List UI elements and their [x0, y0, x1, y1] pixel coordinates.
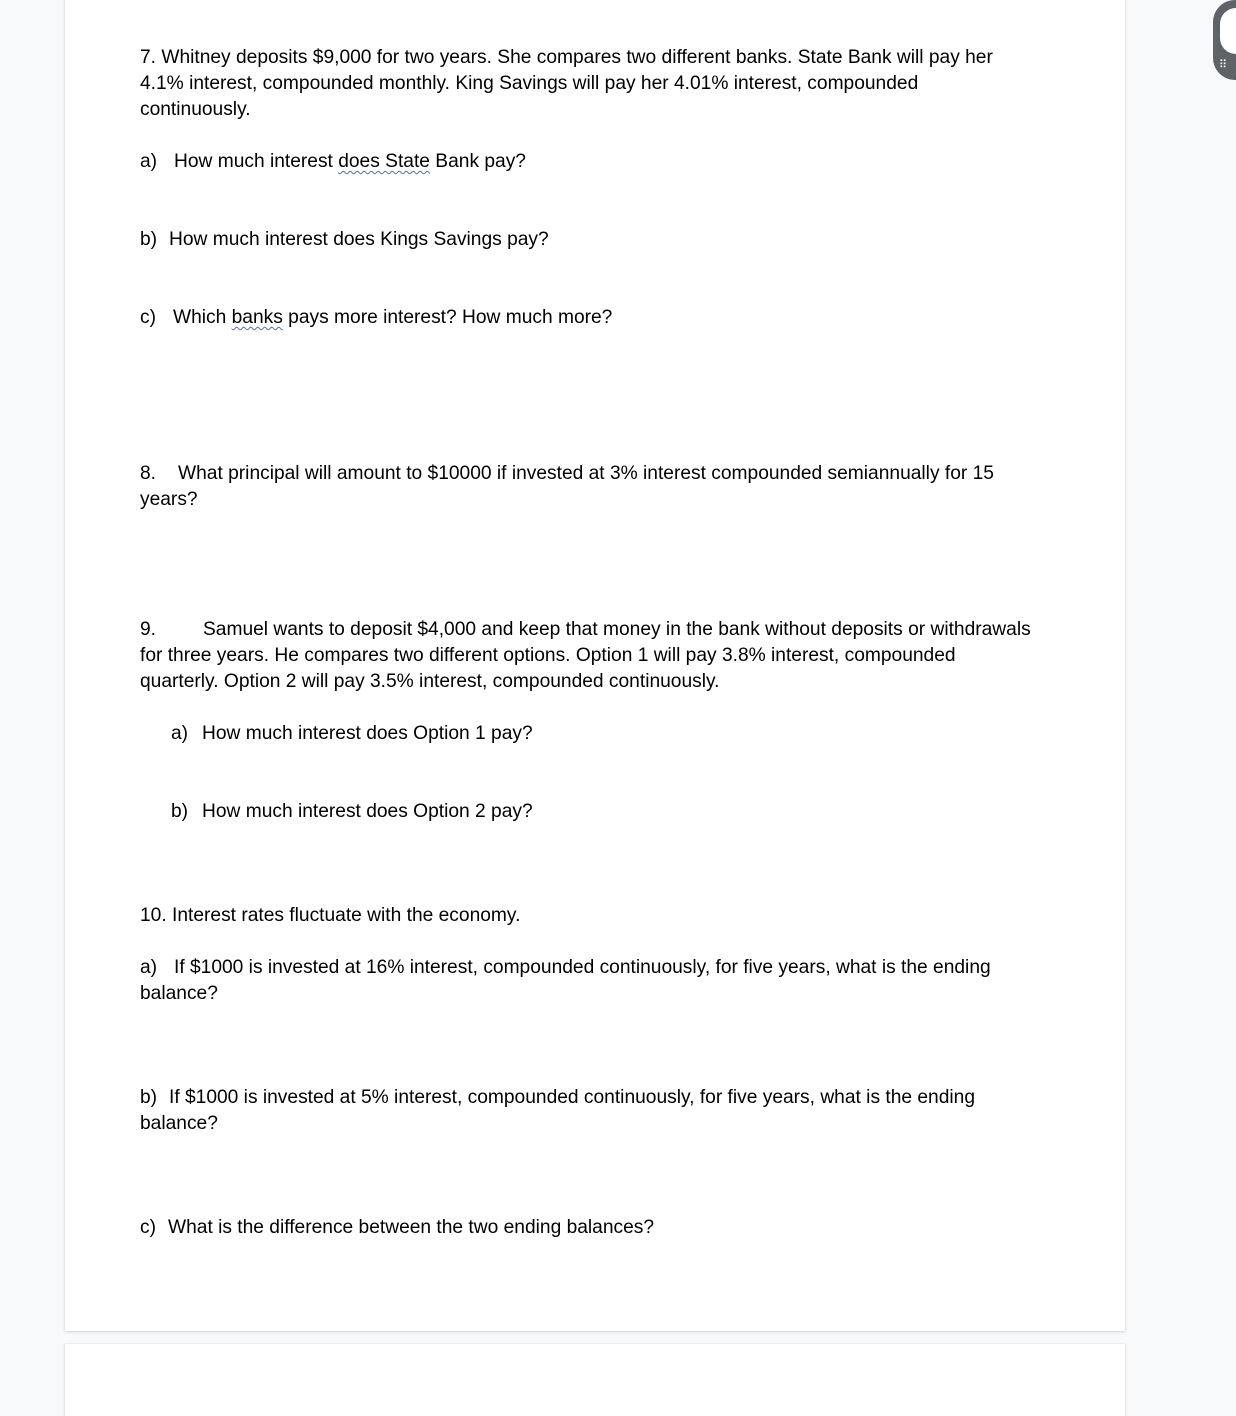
- question-10b-line-1: If $1000 is invested at 5% interest, compounded continuously, for five years, what is the ending: [169, 1087, 975, 1108]
- question-7-line-1: 7. Whitney deposits $9,000 for two years. She compares two different banks. State Bank will pay her: [140, 47, 993, 68]
- question-7a: [140, 149, 1070, 175]
- question-10b-line-2: balance?: [140, 1113, 218, 1134]
- question-10a-line-1: If $1000 is invested at 16% interest, compounded continuously, for five years, what is the ending: [174, 957, 991, 978]
- question-7a-text-pre: How much interest: [174, 151, 339, 172]
- question-8: [140, 461, 1070, 513]
- question-10b: [140, 1085, 1070, 1137]
- grammar-suggestion[interactable]: banks: [231, 307, 283, 328]
- question-8-line-1: What principal will amount to $10000 if invested at 3% interest compounded semiannually for 15: [178, 463, 994, 484]
- question-7-line-3: continuously.: [140, 99, 251, 120]
- question-9-line-1: Samuel wants to deposit $4,000 and keep that money in the bank without deposits or withdrawals: [203, 619, 1031, 640]
- document-page[interactable]: [65, 0, 1125, 1331]
- question-7c-text-post: pays more interest? How much more?: [282, 307, 613, 328]
- question-10c-label: c): [140, 1217, 156, 1238]
- side-panel-toggle-face: [1220, 8, 1236, 54]
- question-9a: [171, 721, 1101, 747]
- grammar-suggestion[interactable]: does State: [338, 151, 430, 172]
- question-8-number: 8.: [140, 463, 157, 484]
- question-10c: [140, 1215, 1070, 1241]
- question-7a-label: a): [140, 151, 158, 172]
- question-9-number: 9.: [140, 619, 157, 640]
- question-9-line-3: quarterly. Option 2 will pay 3.5% interest, compounded continuously.: [140, 671, 720, 692]
- question-7b-text: How much interest does Kings Savings pay?: [169, 229, 549, 250]
- question-9b: [171, 799, 1101, 825]
- grip-icon[interactable]: ⠿: [1219, 58, 1228, 71]
- question-9a-text: How much interest does Option 1 pay?: [202, 723, 533, 744]
- question-9-line-2: for three years. He compares two different options. Option 1 will pay 3.8% interest, compounded: [140, 645, 956, 666]
- question-10a-line-2: balance?: [140, 983, 218, 1004]
- question-10c-text: What is the difference between the two ending balances?: [168, 1217, 655, 1238]
- question-7b-label: b): [140, 229, 158, 250]
- question-7c-text-pre: Which: [173, 307, 232, 328]
- question-7-line-2: 4.1% interest, compounded monthly. King Savings will pay her 4.01% interest, compounded: [140, 73, 919, 94]
- question-10a-label: a): [140, 957, 158, 978]
- question-10-intro: 10. Interest rates fluctuate with the economy.: [140, 905, 521, 926]
- question-9a-label: a): [171, 723, 189, 744]
- question-8-line-2: years?: [140, 489, 198, 510]
- question-7c: [140, 305, 1070, 331]
- question-7: [140, 45, 1070, 123]
- question-10b-label: b): [140, 1087, 158, 1108]
- question-7a-text-post: Bank pay?: [429, 151, 526, 172]
- question-7c-label: c): [140, 307, 156, 328]
- question-9: [140, 617, 1070, 695]
- question-10a: [140, 955, 1070, 1007]
- document-page-next[interactable]: [65, 1344, 1125, 1416]
- question-9b-text: How much interest does Option 2 pay?: [202, 801, 533, 822]
- question-7b: [140, 227, 1070, 253]
- question-9b-label: b): [171, 801, 189, 822]
